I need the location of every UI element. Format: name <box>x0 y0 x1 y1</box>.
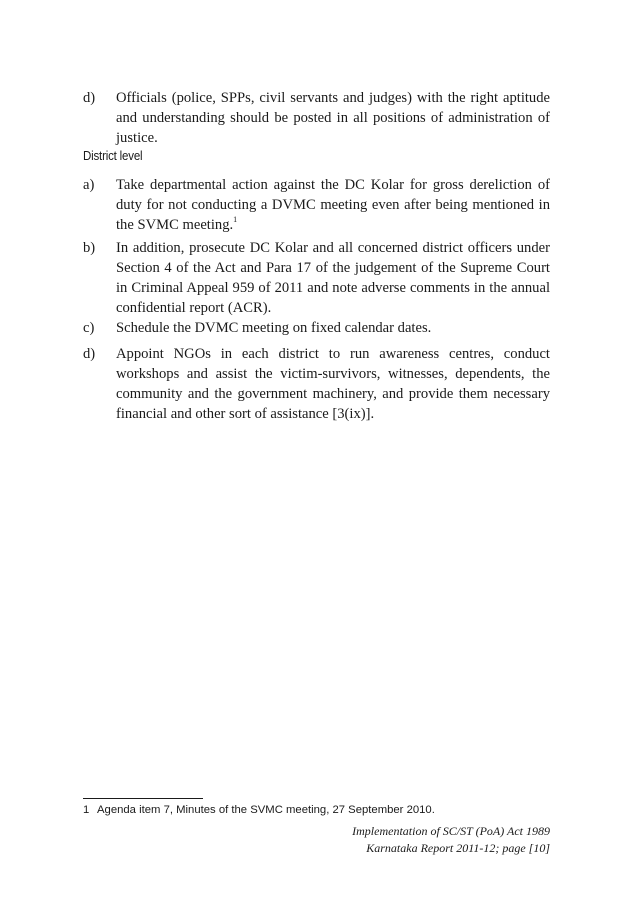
district-item-d <box>83 344 550 424</box>
item-text-container <box>116 175 550 235</box>
footnote <box>83 803 435 817</box>
recommendation-item-d-officials <box>83 88 550 148</box>
item-text: Schedule the DVMC meeting on fixed calendar dates. <box>116 320 432 336</box>
district-item-b <box>83 238 550 318</box>
item-marker: a) <box>83 177 95 193</box>
item-text: Appoint NGOs in each district to run awareness centres, conduct workshops and assist the victim-survivors, witnesses, dependents, the community and the government machinery, and provide them necessary financial and other sort of assistance [3(ix)]. <box>116 346 550 422</box>
item-text: Officials (police, SPPs, civil servants and judges) with the right aptitude and understanding should be posted in all positions of administration of justice. <box>116 90 550 146</box>
footer-line-title: Implementation of SC/ST (PoA) Act 1989 <box>352 824 550 838</box>
section-heading: District level <box>83 149 143 163</box>
district-item-c <box>83 318 550 338</box>
page-footer <box>352 823 550 857</box>
item-text: Take departmental action against the DC Kolar for gross dereliction of duty for not conducting a DVMC meeting even after being mentioned in the SVMC meeting. <box>116 177 550 233</box>
footnote-number: 1 <box>83 804 90 816</box>
footer-line-page: Karnataka Report 2011-12; page [10] <box>366 841 550 855</box>
item-marker: c) <box>83 320 95 336</box>
item-marker: d) <box>83 90 96 106</box>
footnote-divider <box>83 798 203 799</box>
footnote-text: Agenda item 7, Minutes of the SVMC meeting, 27 September 2010. <box>97 804 435 816</box>
district-item-a <box>83 175 550 235</box>
item-marker: d) <box>83 346 96 362</box>
item-marker: b) <box>83 240 96 256</box>
footnote-reference: 1 <box>233 215 238 225</box>
item-text: In addition, prosecute DC Kolar and all concerned district officers under Section 4 of the Act and Para 17 of the judgement of the Supreme Court in Criminal Appeal 959 of 2011 and note adverse comments in the annual confidential report (ACR). <box>116 240 550 316</box>
